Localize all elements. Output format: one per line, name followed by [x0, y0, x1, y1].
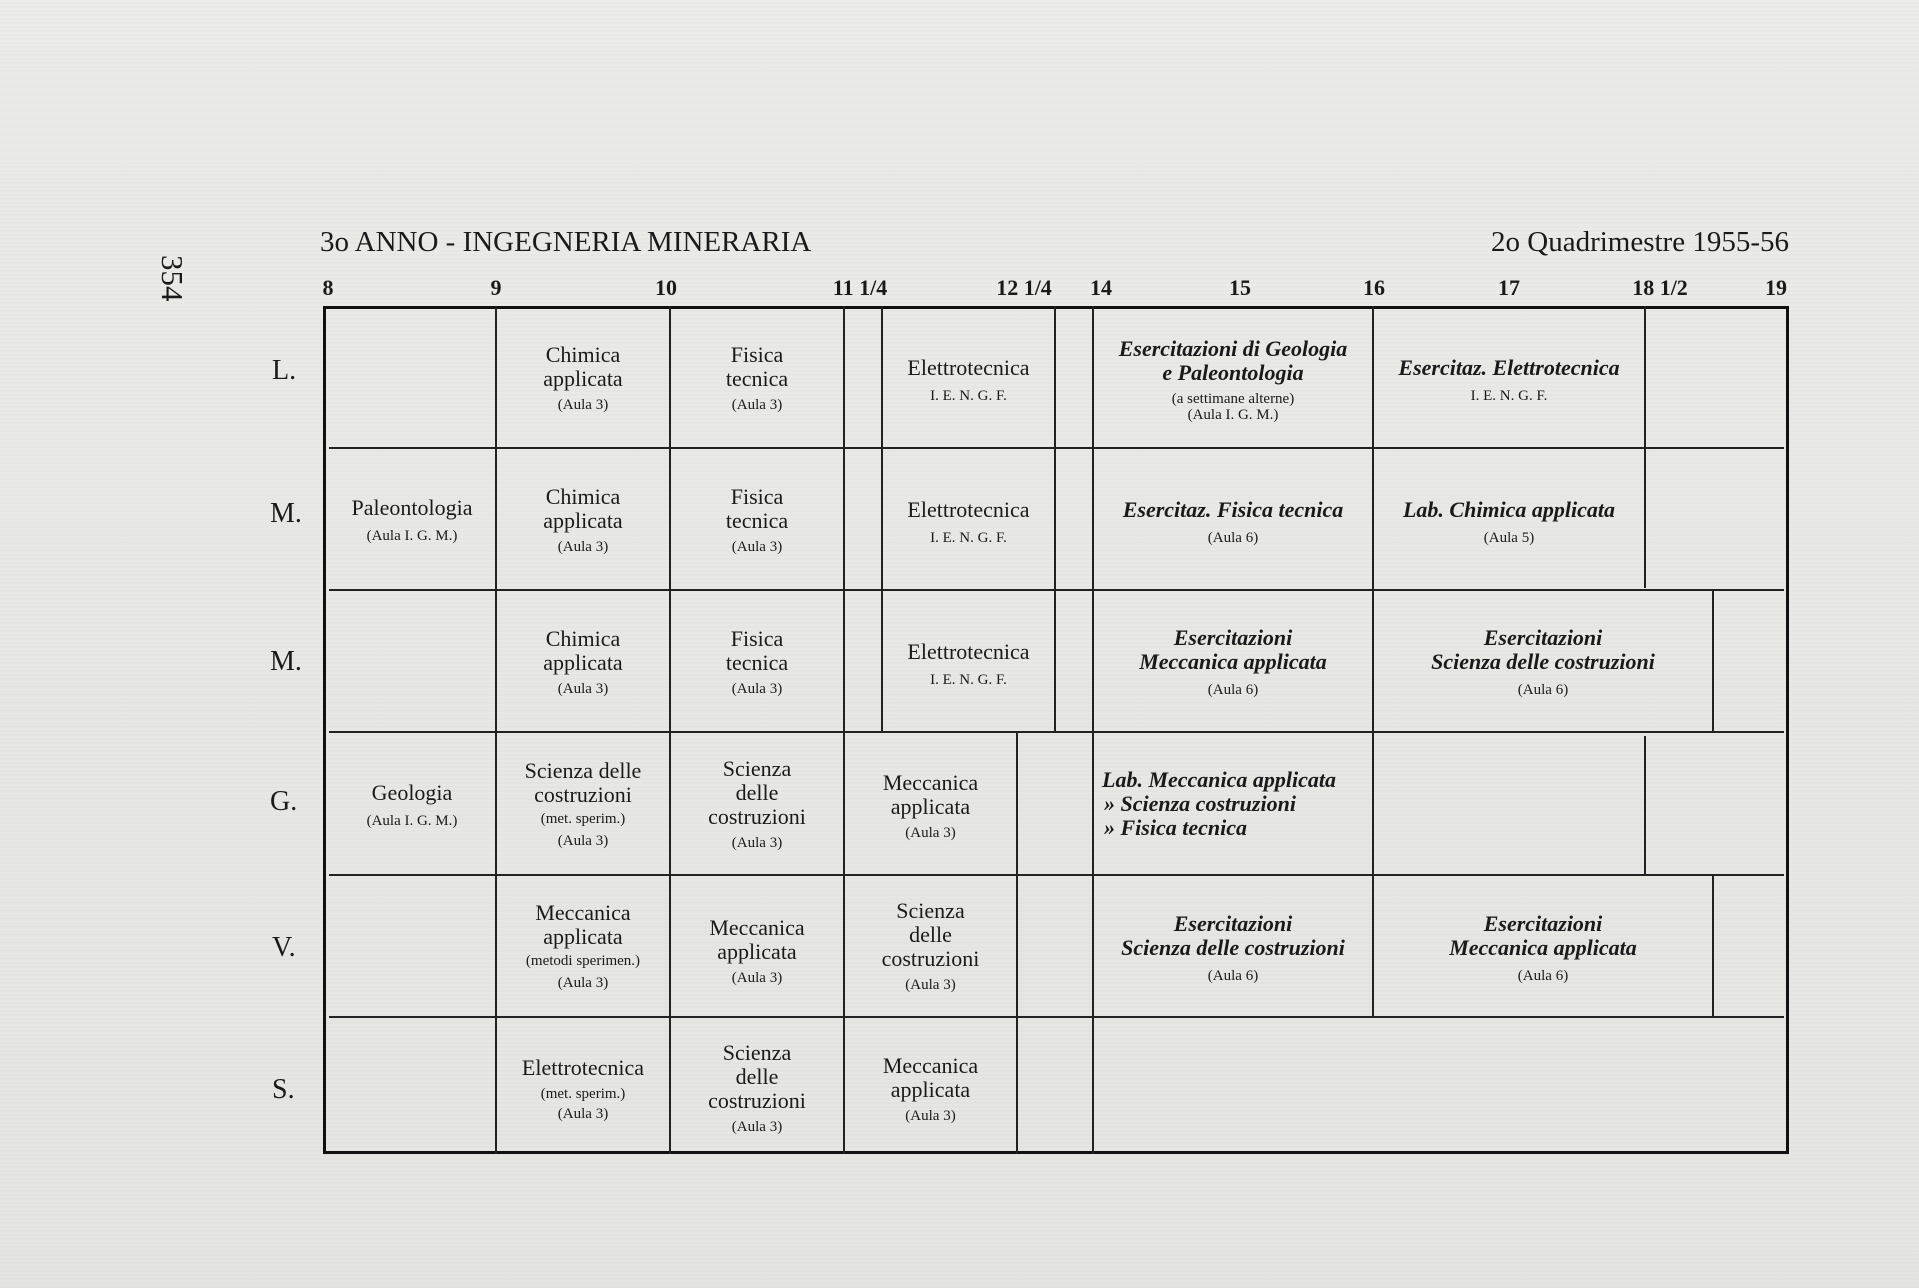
slot-m1-elettrotecnica — [883, 472, 1054, 572]
slot-v-scienza — [845, 884, 1016, 1008]
hour-label: 18 1/2 — [1632, 275, 1688, 300]
slot-m1-lab-chimica — [1374, 472, 1644, 572]
hour-scale — [0, 275, 1919, 305]
course-name: Esercitazioni — [1173, 625, 1293, 651]
room-label: (Aula 6) — [1207, 529, 1259, 546]
grid-line — [1644, 736, 1646, 874]
day-label-venerdi: V. — [272, 932, 296, 963]
course-name: applicata — [543, 923, 623, 949]
room-label: (Aula 3) — [905, 824, 956, 841]
grid-line — [1054, 306, 1056, 732]
room-label: (Aula 6) — [1517, 967, 1569, 984]
day-label-giovedi: G. — [270, 786, 298, 817]
slot-m2-chimica — [497, 602, 669, 722]
course-name: applicata — [890, 793, 971, 819]
slot-m2-fisica — [671, 602, 843, 722]
room-label: (Aula I. G. M.) — [1187, 406, 1279, 423]
page-number: 354 — [155, 255, 190, 302]
note-label: (met. sperim.) — [540, 810, 626, 827]
slot-m1-paleontologia — [329, 470, 495, 570]
slot-m1-esercitaz-fisica — [1094, 472, 1372, 572]
hour-label: 12 1/4 — [996, 275, 1052, 300]
room-label: (Aula 3) — [731, 396, 783, 413]
slot-v-meccanica — [497, 884, 669, 1008]
room-label: I. E. N. G. F. — [930, 671, 1007, 688]
course-name: Meccanica — [535, 900, 631, 926]
term-label: 2o Quadrimestre 1955-56 — [1491, 226, 1789, 258]
course-name: e Paleontologia — [1162, 359, 1304, 385]
slot-s-scienza — [671, 1026, 843, 1150]
slot-m1-fisica — [671, 460, 843, 580]
slot-g-laboratori — [1094, 752, 1372, 856]
course-name: tecnica — [725, 507, 789, 533]
room-label: (Aula 5) — [1483, 529, 1535, 546]
hour-label: 15 — [1229, 275, 1251, 300]
hour-label: 14 — [1090, 275, 1112, 300]
slot-g-scienza-delle-costruzioni — [671, 740, 843, 868]
room-label: (Aula 3) — [557, 680, 609, 697]
hour-label: 17 — [1498, 275, 1520, 300]
course-name: » Scienza costruzioni — [1104, 791, 1296, 817]
course-name: Paleontologia — [351, 495, 473, 521]
note-label: (metodi sperimen.) — [525, 952, 641, 969]
room-label: (Aula I. G. M.) — [366, 527, 458, 544]
course-name: applicata — [717, 938, 797, 964]
hour-label: 10 — [655, 275, 677, 300]
course-name: applicata — [543, 507, 623, 533]
course-name: Elettrotecnica — [907, 639, 1030, 665]
course-name: Elettrotecnica — [907, 355, 1030, 381]
course-name: applicata — [543, 365, 623, 391]
course-name: Esercitaz. Fisica tecnica — [1122, 497, 1344, 523]
day-label-mercoledi: M. — [270, 646, 302, 677]
slot-s-elettrotecnica — [497, 1034, 669, 1144]
room-label: (Aula 3) — [557, 396, 609, 413]
hour-label: 9 — [490, 275, 502, 300]
course-name: Scienza — [896, 898, 965, 924]
course-name: Chimica — [545, 342, 621, 368]
course-name: tecnica — [725, 365, 789, 391]
room-label: (Aula 3) — [731, 538, 783, 555]
grid-line — [843, 306, 845, 1154]
course-name: Fisica — [730, 342, 784, 368]
timetable-title: 3o ANNO - INGEGNERIA MINERARIA — [320, 226, 812, 258]
course-name: Fisica — [730, 484, 784, 510]
slot-l-esercitaz-elettrotecnica — [1374, 330, 1644, 430]
slot-m2-esercitazioni-scienza — [1374, 604, 1712, 720]
course-name: costruzioni — [708, 803, 806, 829]
course-name: Esercitaz. Elettrotecnica — [1398, 355, 1620, 381]
day-label-martedi: M. — [270, 498, 302, 529]
course-name: » Fisica tecnica — [1104, 814, 1247, 840]
room-label: (Aula 3) — [557, 1105, 609, 1122]
slot-m2-esercitazioni-meccanica — [1094, 604, 1372, 720]
note-label: (a settimane alterne) — [1171, 390, 1295, 407]
grid-line — [1016, 732, 1018, 1154]
slot-l-chimica — [497, 318, 669, 438]
slot-v-meccanica-applicata — [671, 896, 843, 1006]
slot-l-elettrotecnica — [883, 330, 1054, 430]
row-divider — [329, 874, 1784, 876]
room-label: (Aula 3) — [557, 974, 609, 991]
slot-g-meccanica — [845, 746, 1016, 866]
course-name: Scienza delle — [524, 758, 642, 784]
slot-v-esercitazioni-scienza — [1094, 890, 1372, 1006]
room-label: (Aula I. G. M.) — [366, 812, 458, 829]
grid-line — [1712, 876, 1714, 1018]
row-divider — [329, 731, 1784, 733]
course-name: Fisica — [730, 626, 784, 652]
slot-g-geologia — [329, 755, 495, 855]
grid-line — [1712, 590, 1714, 732]
hour-label: 16 — [1363, 275, 1385, 300]
hour-label: 11 1/4 — [832, 275, 888, 300]
row-divider — [329, 589, 1784, 591]
room-label: (Aula 6) — [1517, 681, 1569, 698]
room-label: (Aula 3) — [731, 834, 783, 851]
day-label-sabato: S. — [272, 1074, 295, 1105]
row-divider — [329, 1016, 1784, 1018]
course-name: Meccanica — [882, 770, 979, 796]
course-name: applicata — [890, 1076, 971, 1102]
row-divider — [329, 447, 1784, 449]
room-label: (Aula 3) — [905, 1107, 956, 1124]
slot-m2-elettrotecnica — [883, 614, 1054, 714]
slot-v-esercitazioni-meccanica — [1374, 890, 1712, 1006]
course-name: Scienza delle costruzioni — [1121, 934, 1345, 960]
course-name: Esercitazioni — [1173, 911, 1293, 937]
course-name: Meccanica — [709, 915, 805, 941]
course-name: Scienza delle costruzioni — [1431, 648, 1655, 674]
course-name: Chimica — [545, 484, 621, 510]
course-name: Geologia — [371, 780, 453, 806]
note-label: (met. sperim.) — [540, 1085, 626, 1102]
course-name: Esercitazioni di Geologia — [1118, 336, 1348, 362]
slot-l-esercitazioni-geologia — [1094, 318, 1372, 442]
room-label: (Aula 3) — [905, 976, 956, 993]
slot-g-scienza — [497, 740, 669, 868]
room-label: I. E. N. G. F. — [930, 387, 1007, 404]
slot-s-meccanica — [845, 1034, 1016, 1144]
room-label: (Aula 3) — [731, 969, 783, 986]
hour-label: 8 — [322, 275, 334, 300]
course-name: tecnica — [725, 649, 789, 675]
room-label: I. E. N. G. F. — [1470, 387, 1548, 404]
course-name: Meccanica applicata — [1139, 648, 1327, 674]
hour-label: 19 — [1765, 275, 1787, 300]
room-label: (Aula 3) — [731, 680, 783, 697]
room-label: (Aula 6) — [1207, 681, 1259, 698]
course-name: Lab. Chimica applicata — [1402, 497, 1616, 523]
slot-m1-chimica — [497, 460, 669, 580]
course-name: costruzioni — [708, 1087, 806, 1113]
room-label: (Aula 3) — [557, 538, 609, 555]
course-name: delle — [735, 780, 779, 806]
course-name: delle — [735, 1064, 779, 1090]
room-label: (Aula 3) — [731, 1118, 783, 1135]
course-name: Meccanica — [882, 1053, 979, 1079]
course-name: costruzioni — [881, 945, 980, 971]
day-label-lunedi: L. — [272, 355, 297, 386]
course-name: Esercitazioni — [1483, 911, 1603, 937]
slot-l-fisica — [671, 318, 843, 438]
room-label: (Aula 6) — [1207, 967, 1259, 984]
course-name: Lab. Meccanica applicata — [1102, 767, 1337, 793]
course-name: costruzioni — [534, 781, 632, 807]
course-name: Elettrotecnica — [521, 1054, 645, 1080]
course-name: Meccanica applicata — [1449, 934, 1637, 960]
course-name: Elettrotecnica — [907, 497, 1030, 523]
course-name: Scienza — [722, 756, 792, 782]
course-name: Esercitazioni — [1483, 625, 1603, 651]
course-name: applicata — [543, 649, 623, 675]
course-name: Chimica — [545, 626, 621, 652]
room-label: I. E. N. G. F. — [930, 529, 1007, 546]
course-name: delle — [909, 922, 952, 948]
course-name: Scienza — [722, 1040, 792, 1066]
room-label: (Aula 3) — [557, 832, 609, 849]
